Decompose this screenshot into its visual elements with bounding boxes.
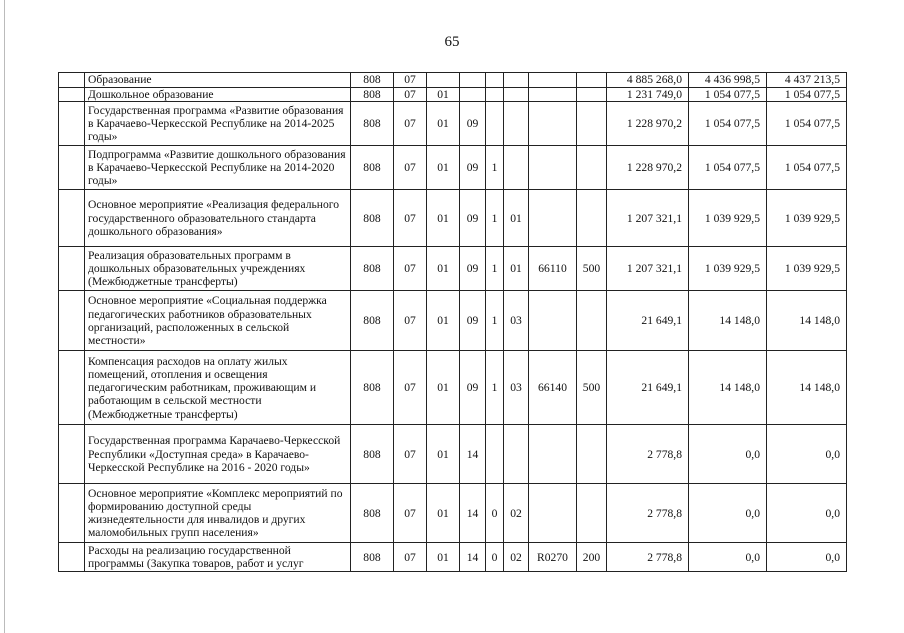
expense-direction-cell: R0270: [529, 543, 577, 572]
expense-direction-cell: [529, 425, 577, 484]
section-code-cell: 07: [394, 247, 427, 291]
empty-index-cell: [59, 425, 85, 484]
empty-index-cell: [59, 484, 85, 543]
item-name-cell: Основное мероприятие «Социальная поддержка педагогических работников образовательных организаций, расположенных в сельской местности»: [85, 291, 351, 351]
ved-code-cell: 808: [351, 291, 394, 351]
subprogram-code-cell: 1: [486, 291, 504, 351]
amount-year2-cell: 0,0: [689, 425, 767, 484]
subprogram-code-cell: 1: [486, 247, 504, 291]
section-code-cell: 07: [394, 351, 427, 425]
amount-year2-cell: 1 039 929,5: [689, 190, 767, 247]
main-event-code-cell: 03: [504, 351, 529, 425]
section-code-cell: 07: [394, 88, 427, 102]
table-row: [59, 73, 847, 88]
item-name-cell: Государственная программа Карачаево-Черкесской Республики «Доступная среда» в Карачаево-Черкесской Республике на 2016 - 2020 годы»: [85, 425, 351, 484]
expense-type-cell: 500: [577, 351, 607, 425]
amount-year1-cell: 1 231 749,0: [607, 88, 689, 102]
expense-type-cell: 200: [577, 543, 607, 572]
item-name-cell: Реализация образовательных программ в дошкольных образовательных учреждениях (Межбюджетные трансферты): [85, 247, 351, 291]
amount-year1-cell: 1 207 321,1: [607, 190, 689, 247]
expense-type-cell: [577, 425, 607, 484]
empty-index-cell: [59, 73, 85, 88]
main-event-code-cell: [504, 146, 529, 190]
amount-year2-cell: 0,0: [689, 484, 767, 543]
empty-index-cell: [59, 247, 85, 291]
subsection-code-cell: 01: [427, 88, 460, 102]
amount-year3-cell: 1 039 929,5: [767, 247, 847, 291]
amount-year1-cell: 1 228 970,2: [607, 146, 689, 190]
subsection-code-cell: 01: [427, 190, 460, 247]
amount-year1-cell: 21 649,1: [607, 291, 689, 351]
page-number: 65: [444, 34, 460, 50]
amount-year1-cell: 1 228 970,2: [607, 102, 689, 146]
ved-code-cell: 808: [351, 88, 394, 102]
expense-direction-cell: [529, 190, 577, 247]
amount-year1-cell: 2 778,8: [607, 484, 689, 543]
amount-year1-cell: 2 778,8: [607, 543, 689, 572]
amount-year3-cell: 1 054 077,5: [767, 102, 847, 146]
ved-code-cell: 808: [351, 543, 394, 572]
subprogram-code-cell: [486, 73, 504, 88]
item-name-cell: Государственная программа «Развитие образования в Карачаево-Черкесской Республике на 2014-2025 годы»: [85, 102, 351, 146]
expense-direction-cell: [529, 73, 577, 88]
program-code-cell: 09: [460, 190, 486, 247]
amount-year1-cell: 21 649,1: [607, 351, 689, 425]
expense-type-cell: [577, 190, 607, 247]
amount-year2-cell: 14 148,0: [689, 351, 767, 425]
program-code-cell: 09: [460, 351, 486, 425]
main-event-code-cell: 02: [504, 543, 529, 572]
section-code-cell: 07: [394, 73, 427, 88]
item-name-cell: Основное мероприятие «Комплекс мероприятий по формированию доступной среды жизнедеятельности для инвалидов и других маломобильных групп населения»: [85, 484, 351, 543]
amount-year1-cell: 2 778,8: [607, 425, 689, 484]
expense-direction-cell: [529, 88, 577, 102]
ved-code-cell: 808: [351, 146, 394, 190]
empty-index-cell: [59, 190, 85, 247]
program-code-cell: 14: [460, 543, 486, 572]
subsection-code-cell: 01: [427, 102, 460, 146]
expense-direction-cell: [529, 146, 577, 190]
table-row: [59, 351, 847, 425]
subprogram-code-cell: [486, 102, 504, 146]
expense-direction-cell: [529, 102, 577, 146]
ved-code-cell: 808: [351, 190, 394, 247]
subsection-code-cell: 01: [427, 351, 460, 425]
empty-index-cell: [59, 102, 85, 146]
item-name-cell: Основное мероприятие «Реализация федерального государственного образовательного стандарта дошкольного образования»: [85, 190, 351, 247]
section-code-cell: 07: [394, 425, 427, 484]
section-code-cell: 07: [394, 146, 427, 190]
expense-type-cell: [577, 102, 607, 146]
ved-code-cell: 808: [351, 102, 394, 146]
empty-index-cell: [59, 351, 85, 425]
table-row: [59, 102, 847, 146]
expense-type-cell: [577, 73, 607, 88]
section-code-cell: 07: [394, 543, 427, 572]
amount-year3-cell: 14 148,0: [767, 291, 847, 351]
expense-type-cell: [577, 484, 607, 543]
item-name-cell: Образование: [85, 73, 351, 88]
section-code-cell: 07: [394, 190, 427, 247]
empty-index-cell: [59, 88, 85, 102]
subprogram-code-cell: [486, 425, 504, 484]
amount-year2-cell: 1 039 929,5: [689, 247, 767, 291]
table-row: [59, 543, 847, 572]
subsection-code-cell: 01: [427, 543, 460, 572]
subsection-code-cell: 01: [427, 291, 460, 351]
subprogram-code-cell: 0: [486, 484, 504, 543]
amount-year2-cell: 1 054 077,5: [689, 102, 767, 146]
expense-type-cell: [577, 88, 607, 102]
table-row: [59, 247, 847, 291]
subprogram-code-cell: [486, 88, 504, 102]
main-event-code-cell: 01: [504, 190, 529, 247]
item-name-cell: Расходы на реализацию государственной программы (Закупка товаров, работ и услуг: [85, 543, 351, 572]
main-event-code-cell: [504, 88, 529, 102]
amount-year2-cell: 1 054 077,5: [689, 88, 767, 102]
main-event-code-cell: [504, 73, 529, 88]
amount-year3-cell: 4 437 213,5: [767, 73, 847, 88]
amount-year2-cell: 0,0: [689, 543, 767, 572]
amount-year2-cell: 1 054 077,5: [689, 146, 767, 190]
expense-direction-cell: 66140: [529, 351, 577, 425]
main-event-code-cell: 01: [504, 247, 529, 291]
amount-year1-cell: 4 885 268,0: [607, 73, 689, 88]
expense-direction-cell: 66110: [529, 247, 577, 291]
main-event-code-cell: [504, 102, 529, 146]
amount-year3-cell: 1 054 077,5: [767, 88, 847, 102]
item-name-cell: Компенсация расходов на оплату жилых помещений, отопления и освещения педагогическим работникам, проживающим и работающим в сельской местности (Межбюджетные трансферты): [85, 351, 351, 425]
table-row: [59, 88, 847, 102]
subsection-code-cell: 01: [427, 484, 460, 543]
amount-year2-cell: 14 148,0: [689, 291, 767, 351]
empty-index-cell: [59, 543, 85, 572]
subsection-code-cell: 01: [427, 146, 460, 190]
subprogram-code-cell: 1: [486, 351, 504, 425]
section-code-cell: 07: [394, 291, 427, 351]
section-code-cell: 07: [394, 484, 427, 543]
amount-year3-cell: 0,0: [767, 543, 847, 572]
amount-year3-cell: 1 054 077,5: [767, 146, 847, 190]
section-code-cell: 07: [394, 102, 427, 146]
expense-type-cell: [577, 146, 607, 190]
program-code-cell: 09: [460, 291, 486, 351]
item-name-cell: Дошкольное образование: [85, 88, 351, 102]
program-code-cell: [460, 88, 486, 102]
expense-type-cell: [577, 291, 607, 351]
scan-edge-line: [4, 0, 5, 633]
amount-year3-cell: 1 039 929,5: [767, 190, 847, 247]
ved-code-cell: 808: [351, 484, 394, 543]
program-code-cell: 09: [460, 102, 486, 146]
ved-code-cell: 808: [351, 73, 394, 88]
ved-code-cell: 808: [351, 247, 394, 291]
table-row: [59, 291, 847, 351]
subprogram-code-cell: 1: [486, 190, 504, 247]
amount-year1-cell: 1 207 321,1: [607, 247, 689, 291]
item-name-cell: Подпрограмма «Развитие дошкольного образования в Карачаево-Черкесской Республике на 2014-2020 годы»: [85, 146, 351, 190]
subsection-code-cell: 01: [427, 425, 460, 484]
amount-year3-cell: 0,0: [767, 484, 847, 543]
program-code-cell: 14: [460, 484, 486, 543]
expense-type-cell: 500: [577, 247, 607, 291]
budget-table: [58, 72, 847, 572]
table-row: [59, 190, 847, 247]
program-code-cell: [460, 73, 486, 88]
subsection-code-cell: [427, 73, 460, 88]
ved-code-cell: 808: [351, 351, 394, 425]
expense-direction-cell: [529, 484, 577, 543]
ved-code-cell: 808: [351, 425, 394, 484]
subsection-code-cell: 01: [427, 247, 460, 291]
main-event-code-cell: 03: [504, 291, 529, 351]
table-row: [59, 484, 847, 543]
program-code-cell: 09: [460, 247, 486, 291]
empty-index-cell: [59, 291, 85, 351]
main-event-code-cell: 02: [504, 484, 529, 543]
subprogram-code-cell: 1: [486, 146, 504, 190]
amount-year3-cell: 0,0: [767, 425, 847, 484]
program-code-cell: 09: [460, 146, 486, 190]
program-code-cell: 14: [460, 425, 486, 484]
expense-direction-cell: [529, 291, 577, 351]
empty-index-cell: [59, 146, 85, 190]
subprogram-code-cell: 0: [486, 543, 504, 572]
table-row: [59, 425, 847, 484]
table-row: [59, 146, 847, 190]
amount-year3-cell: 14 148,0: [767, 351, 847, 425]
main-event-code-cell: [504, 425, 529, 484]
amount-year2-cell: 4 436 998,5: [689, 73, 767, 88]
